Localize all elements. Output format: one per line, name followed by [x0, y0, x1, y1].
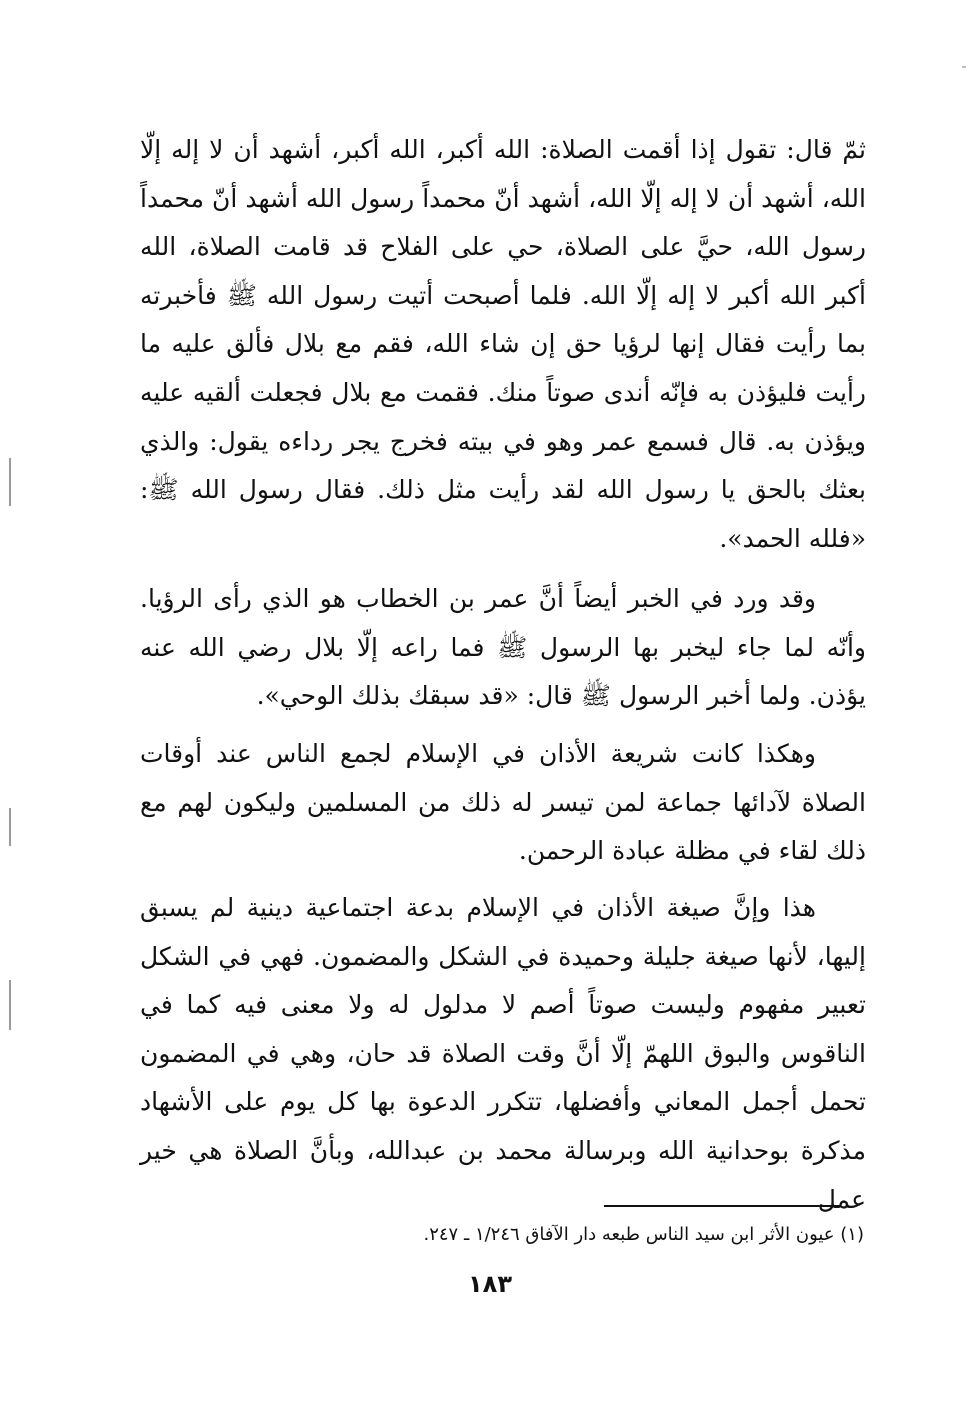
scan-artifact — [962, 66, 966, 68]
paragraph-3 — [140, 730, 866, 876]
paragraph-2 — [140, 575, 866, 721]
margin-mark — [9, 808, 11, 846]
margin-mark — [9, 458, 11, 506]
footnote-divider — [604, 1205, 841, 1207]
paragraph-4 — [140, 884, 866, 1224]
paragraph-1 — [140, 126, 866, 563]
paragraph-2-text: وقد ورد في الخبر أيضاً أنَّ عمر بن الخطاب هو الذي رأى الرؤيا. وأنّه لما جاء ليخبر بها الرسول ﷺ فما راعه إلّا بلال رضي الله عنه يؤذن. ولما أخبر الرسول ﷺ قال: «قد سبقك بذلك الوحي». — [140, 584, 866, 711]
paragraph-3-text: وهكذا كانت شريعة الأذان في الإسلام لجمع الناس عند أوقات الصلاة لآدائها جماعة لمن تيسر له ذلك من المسلمين وليكون لهم مع ذلك لقاء في مظلة عبادة الرحمن. — [140, 739, 866, 866]
paragraph-4-text: هذا وإنَّ صيغة الأذان في الإسلام بدعة اجتماعية دينية لم يسبق إليها، لأنها صيغة جليلة وحميدة في الشكل والمضمون. فهي في الشكل تعبير مفهوم وليست صوتاً أصم لا مدلول له ولا معنى فيه كما في الناقوس والبوق اللهمّ إلّا أنَّ وقت الصلاة قد حان، وهي في المضمون تحمل أجمل المعاني وأفضلها، تتكرر الدعوة بها كل يوم على الأشهاد مذكرة بوحدانية الله وبرسالة محمد بن عبدالله، وبأنَّ الصلاة هي خير عمل — [140, 893, 866, 1214]
margin-mark — [9, 980, 11, 1030]
paragraph-1-text: ثمّ قال: تقول إذا أقمت الصلاة: الله أكبر، الله أكبر، أشهد أن لا إله إلّا الله، أشهد أن لا إله إلّا الله، أشهد أنّ محمداً رسول الله أشهد أنّ محمداً رسول الله، حيَّ على الصلاة، حي على الفلاح قد قامت الصلاة، الله أكبر الله أكبر لا إله إلّا الله. فلما أصبحت أتيت رسول الله ﷺ فأخبرته بما رأيت فقال إنها لرؤيا حق إن شاء الله، فقم مع بلال فألق عليه ما رأيت فليؤذن به فإنّه أندى صوتاً منك. فقمت مع بلال فجعلت ألقيه عليه ويؤذن به. قال فسمع عمر وهو في بيته فخرج يجر رداءه يقول: والذي بعثك بالحق يا رسول الله لقد رأيت مثل ذلك. فقال رسول الله ﷺ: «فلله الحمد». — [140, 135, 866, 553]
footnote: (١) عيون الأثر ابن سيد الناس طبعه دار الآفاق ١/٢٤٦ ـ ٢٤٧. — [423, 1224, 864, 1245]
page-number: ١٨٣ — [468, 1270, 512, 1298]
